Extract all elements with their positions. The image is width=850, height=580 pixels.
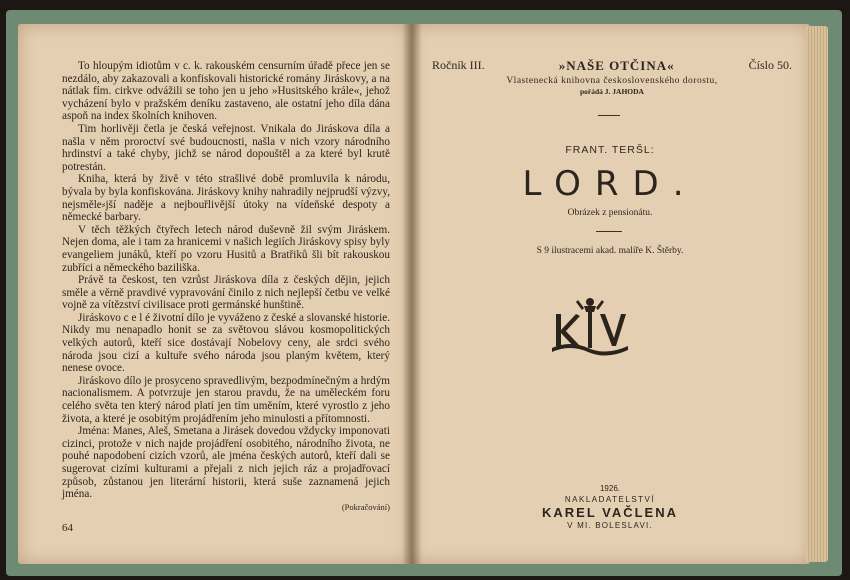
author-name: FRANT. TERŠL: xyxy=(565,144,655,156)
book-subtitle: Obrázek z pensionátu. xyxy=(567,208,653,218)
page-number: 64 xyxy=(62,522,73,534)
paragraph: To hloupým idiotům v c. k. rakouském censurním úřadě přece jen se nezdálo, aby zakazovali a konfiskovali historické romány Jiráskovy, a na nátlak fím. cirkve odvážili se toho jen u jeho »Husitského krále«, jehož vycházení bylo v pražském deníku zastaveno, ale ostatní jeho díla dána aspoň na index školních knihoven. xyxy=(62,60,390,123)
publisher-label: NAKLADATELSTVÍ xyxy=(564,495,656,504)
issue-number: Číslo 50. xyxy=(748,58,792,72)
book-title: LORD. xyxy=(522,164,698,204)
page-edges xyxy=(806,26,828,562)
editor-line: pořádá J. JAHODA xyxy=(580,87,644,96)
paragraph: Kniha, která by živě v této strašlivé době promluvila k národu, bývala by byla konfiskována. Jiráskovy knihy nahradily nejprudší výzvy, nejsměle⸗jší naděje a nejbouřlivější útoky na vídeňské despoty a německé barbary. xyxy=(62,173,390,224)
right-page xyxy=(410,24,810,564)
paragraph: Tim horlivěji četla je česká veřejnost. Vnikala do Jiráskova díla a našla v něm proroctví své budoucnosti, našla v nich vzory národního hrdinství a také chyby, jichž se národ dopouštěl a za které byl krutě potrestán. xyxy=(62,122,390,173)
publisher-place: V MI. BOLESLAVI. xyxy=(567,521,653,530)
divider xyxy=(596,231,622,232)
paragraph: V těch těžkých čtyřech letech národ duševně žil svým Jiráskem. Nejen doma, ale i tam za hranicemi v našich legiích Jiráskovy spisy byly evangeliem junáků, kteří po vzoru Husitů a Bratřiků šli bít rakouskou zubříci a německého baziliška. xyxy=(62,223,390,274)
left-page-text xyxy=(62,60,390,513)
paragraph: Jiráskovo dílo je prosyceno spravedlivým, bezpodmínečným a hrdým nacionalismem. A potvrzuje jen starou pravdu, že na uměleckém foru celého světa ten který národ platí jen tím uměním, které vyrostlo z jeho života, a které je osobitým projádřením jeho minulosti a přítomnosti. xyxy=(62,374,390,425)
open-book xyxy=(6,10,842,576)
publisher-logo-icon xyxy=(550,292,632,358)
left-page xyxy=(18,24,410,564)
paragraph: Jména: Manes, Aleš, Smetana a Jirásek dovedou vždycky imponovati cizinci, protože v nich najde projádření osobitého, národního života, ne pouhé napodobení cizích vzorů, ale jména českých autorů, kteří dali se sugerovat cizími kulturami a přejali z nich jejich ráz a projadřovací způsob, zůstanou jen literární historii, která suše zaznamená jejich jména. xyxy=(62,425,390,501)
series-title: »NAŠE OTČINA« xyxy=(558,58,675,73)
continued-note: (Pokračování) xyxy=(341,501,390,512)
paragraph: Právě ta českost, ten vzrůst Jiráskova díla z českých dějin, jejich směle a věrně pravdivé vypravování činilo z nich nejlepší četbu ve velké vojně za vítězství civilisace proti germánské hunštině. xyxy=(62,274,390,312)
illustrations-credit: S 9 ilustracemi akad. malíře K. Štěrby. xyxy=(536,246,684,256)
book-gutter xyxy=(402,24,422,564)
publication-year: 1926. xyxy=(599,484,621,493)
publisher-block xyxy=(410,484,810,530)
series-subtitle: Vlastenecká knihovna československého dorostu, xyxy=(506,76,718,86)
series-header xyxy=(432,58,792,96)
volume-label: Ročník III. xyxy=(432,58,485,72)
divider xyxy=(598,115,620,116)
paragraph: Jiráskovo c e l é životní dílo je vyváženo z české a slovanské historie. Nikdy mu nenapadlo honit se za světovou slávou kosmopolitických velkých autorů, kteří sice dostávají Nobelovy ceny, ale srdci svého národa jsou cizí a kultuře svého národa jsou planým květem, který nenese ovoce. xyxy=(62,311,390,375)
publisher-name: KAREL VAČLENA xyxy=(541,505,679,520)
